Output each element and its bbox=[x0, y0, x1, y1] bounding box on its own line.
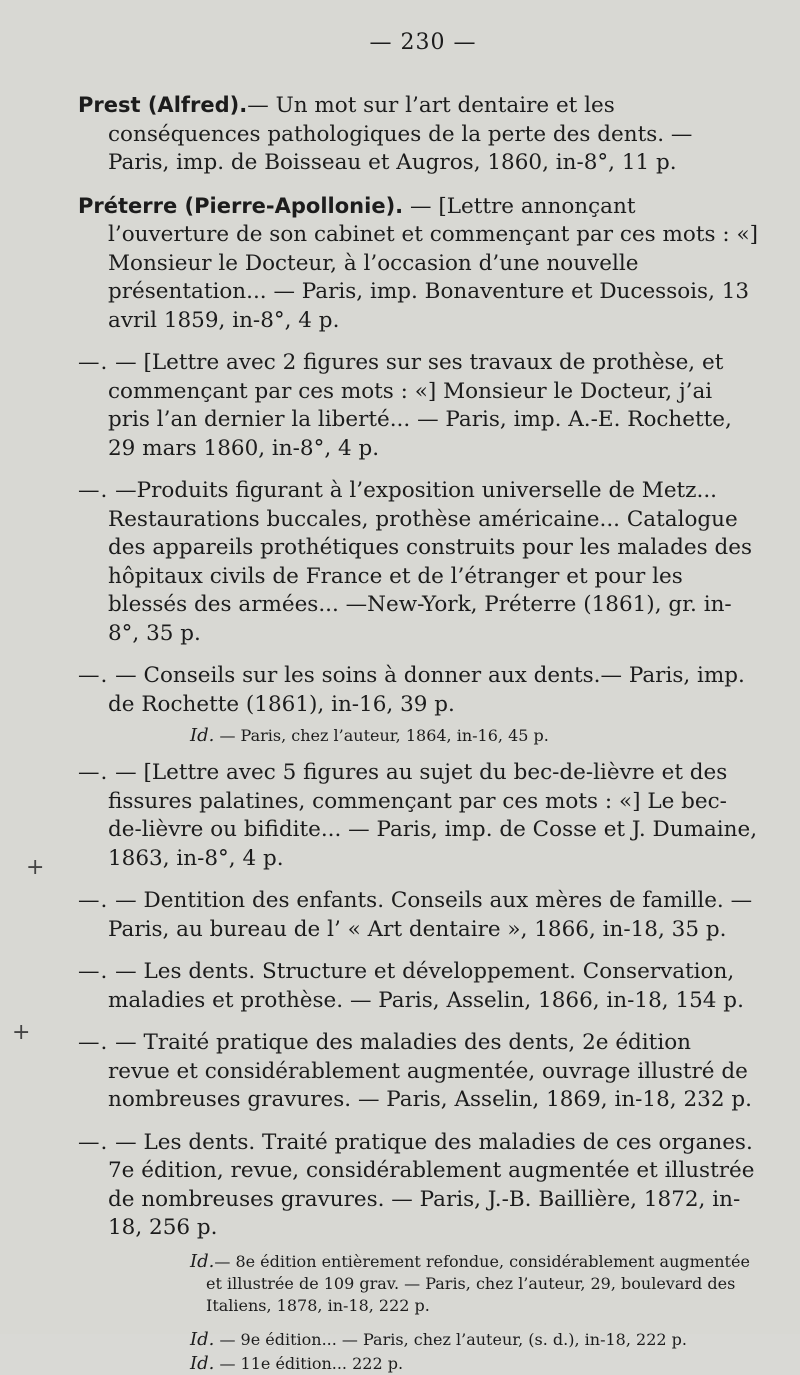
entry-text: — [Lettre annonçant l’ouverture de son cabinet et commençant par ces mots : «] Monsieur le Docteur, à l’occasion d’une nouvelle présentation... — Paris, imp. Bonaventure et Ducessois, 13 avril 1859, in-8°, 4 p. bbox=[108, 193, 758, 333]
author-name: Préterre (Pierre-Apollonie). bbox=[78, 193, 404, 218]
bibliography-entry bbox=[78, 1029, 758, 1115]
bibliography-entry bbox=[78, 477, 758, 648]
id-label: Id. bbox=[190, 1250, 215, 1272]
bibliography-entry bbox=[78, 759, 758, 873]
ditto-dash: —. bbox=[78, 1030, 109, 1055]
id-label: Id. bbox=[190, 1352, 215, 1374]
bibliography-entry bbox=[78, 887, 758, 944]
id-label: Id. bbox=[190, 1328, 215, 1350]
entry-text: — Dentition des enfants. Conseils aux mères de famille. — Paris, au bureau de l’ « Art dentaire », 1866, in-18, 35 p. bbox=[108, 888, 753, 942]
entry-text: — Traité pratique des maladies des dents, 2e édition revue et considérablement augmentée, ouvrage illustré de nombreuses gravures. — Paris, Asselin, 1869, in-18, 232 p. bbox=[108, 1030, 752, 1112]
id-label: Id. bbox=[190, 725, 215, 746]
author-name: Prest (Alfred). bbox=[78, 93, 248, 117]
ditto-dash: —. bbox=[78, 1129, 109, 1155]
ditto-dash: —. bbox=[78, 663, 109, 688]
bibliography-entry bbox=[78, 958, 758, 1015]
entry-text: — Les dents. Structure et développement. Conservation, maladies et prothèse. — Paris, Asselin, 1866, in-18, 154 p. bbox=[108, 959, 744, 1013]
ditto-dash: —. bbox=[78, 760, 109, 785]
entry-text: — [Lettre avec 5 figures au sujet du bec-de-lièvre et des fissures palatines, commençant par ces mots : «] Le bec-de-lièvre ou bifidite... — Paris, imp. de Cosse et J. Dumaine, 1863, in-8°, 4 p. bbox=[108, 760, 758, 871]
entry-text: — Conseils sur les soins à donner aux dents.— Paris, imp. de Rochette (1861), in-16, 39 p. bbox=[108, 663, 745, 717]
id-edition-line bbox=[136, 1353, 758, 1375]
id-edition-line bbox=[136, 1329, 758, 1351]
ditto-dash: —. bbox=[78, 959, 109, 984]
id-text: — 11e édition... 222 p. bbox=[214, 1353, 404, 1373]
ditto-dash: —. bbox=[78, 888, 109, 913]
id-text: — 8e édition entièrement refondue, considérablement augmentée et illustrée de 109 grav. — Paris, chez l’auteur, 29, boulevard des Italiens, 1878, in-18, 222 p. bbox=[206, 1251, 750, 1315]
entry-text: — [Lettre avec 2 figures sur ses travaux de prothèse, et commençant par ces mots : «] Monsieur le Docteur, j’ai pris l’an dernier la liberté... — Paris, imp. A.-E. Rochette, 29 mars 1860, in-8°, 4 p. bbox=[108, 350, 732, 461]
bibliography-entry bbox=[78, 662, 758, 719]
margin-cross-mark: + bbox=[12, 1020, 31, 1045]
ditto-dash: —. bbox=[78, 350, 109, 375]
ditto-dash: —. bbox=[78, 478, 109, 503]
id-edition-line bbox=[136, 725, 758, 747]
margin-cross-mark: + bbox=[26, 855, 45, 880]
id-text: — 9e édition... — Paris, chez l’auteur, (s. d.), in-18, 222 p. bbox=[214, 1329, 687, 1349]
page-number: — 230 — bbox=[369, 30, 477, 55]
bibliography-entry bbox=[78, 91, 758, 178]
id-edition-line bbox=[136, 1251, 758, 1317]
bibliography-entry bbox=[78, 349, 758, 463]
bibliography-entry bbox=[78, 1129, 758, 1243]
bibliography-entry bbox=[78, 192, 758, 336]
entry-text: —Produits figurant à l’exposition universelle de Metz... Restaurations buccales, prothèse américaine... Catalogue des appareils prothétiques construits pour les malades des hôpitaux civils de France et de l’étranger et pour les blessés des armées... —New-York, Préterre (1861), gr. in-8°, 35 p. bbox=[108, 478, 752, 646]
entry-text: — Les dents. Traité pratique des maladies de ces organes. 7e édition, revue, considérablement augmentée et illustrée de nombreuses gravures. — Paris, J.-B. Baillière, 1872, in-18, 256 p. bbox=[108, 1129, 755, 1240]
entry-text: — Un mot sur l’art dentaire et les conséquences pathologiques de la perte des dents. — Paris, imp. de Boisseau et Augros, 1860, in-8°, 11 p. bbox=[108, 93, 693, 175]
id-text: — Paris, chez l’auteur, 1864, in-16, 45 p. bbox=[214, 726, 549, 745]
